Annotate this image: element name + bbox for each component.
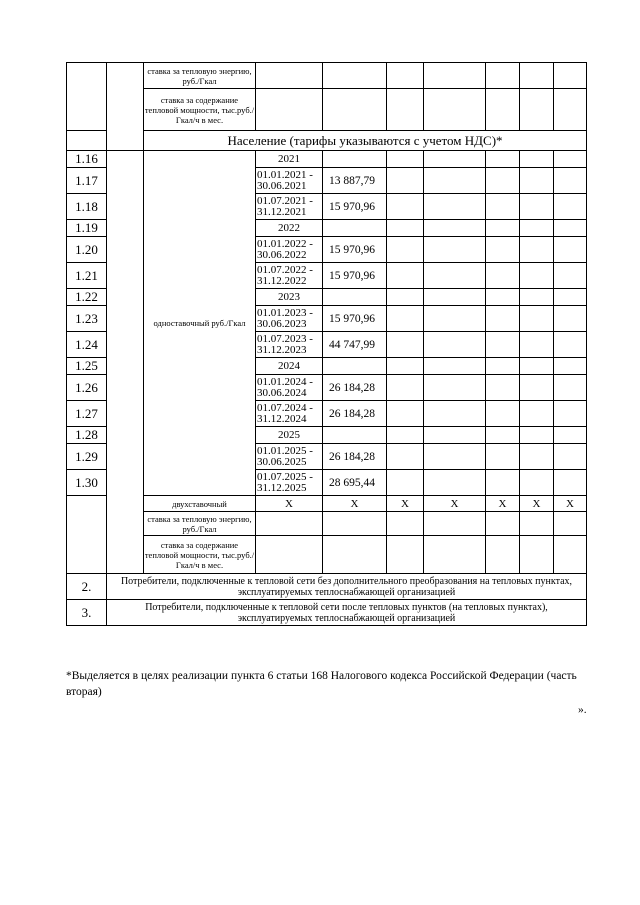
period-cell: 01.01.2025 - 30.06.2025 (256, 444, 323, 470)
empty-cell (486, 401, 520, 427)
row-number: 1.28 (67, 427, 107, 444)
group-label: одноставочный руб./Гкал (144, 151, 256, 496)
empty-cell (486, 237, 520, 263)
consumer-description: Потребители, подключенные к тепловой сети после тепловых пунктов (на тепловых пунктах), эксплуатируемых теплоснабжающей организацией (107, 600, 587, 626)
row-number: 2. (67, 574, 107, 600)
empty-cell (424, 444, 486, 470)
empty-cell (486, 306, 520, 332)
empty-cell (424, 536, 486, 574)
empty-cell (520, 358, 554, 375)
period-cell: 01.01.2022 - 30.06.2022 (256, 237, 323, 263)
empty-cell (554, 168, 587, 194)
empty-cell (520, 194, 554, 220)
empty-cell (486, 444, 520, 470)
period-cell: 01.01.2024 - 30.06.2024 (256, 375, 323, 401)
empty-cell (387, 306, 424, 332)
empty-cell (486, 427, 520, 444)
empty-cell (323, 512, 387, 536)
empty-cell (387, 536, 424, 574)
empty-cell (387, 444, 424, 470)
empty-cell (387, 63, 424, 89)
empty-cell (424, 306, 486, 332)
empty-cell (486, 332, 520, 358)
empty-cell (554, 263, 587, 289)
empty-cell (387, 220, 424, 237)
x-mark: Х (520, 496, 554, 512)
empty-cell (486, 512, 520, 536)
row-number: 1.25 (67, 358, 107, 375)
x-mark: Х (554, 496, 587, 512)
empty-cell (424, 63, 486, 89)
empty-cell (424, 470, 486, 496)
empty-cell (256, 536, 323, 574)
empty-cell (520, 375, 554, 401)
empty-cell (256, 512, 323, 536)
value-cell (323, 220, 387, 237)
period-cell: 01.07.2025 - 31.12.2025 (256, 470, 323, 496)
empty-cell (520, 444, 554, 470)
period-cell: 01.01.2021 - 30.06.2021 (256, 168, 323, 194)
number-cell (67, 131, 107, 151)
tariff-table (66, 62, 587, 626)
row-number: 1.24 (67, 332, 107, 358)
empty-cell (387, 427, 424, 444)
empty-cell (486, 151, 520, 168)
rate-label: ставка за тепловую энергию, руб./Гкал (144, 512, 256, 536)
footnote: *Выделяется в целях реализации пункта 6 статьи 168 Налогового кодекса Российской Федерации (часть вторая) (66, 670, 577, 698)
table-row (67, 512, 587, 536)
empty-cell (486, 470, 520, 496)
year-cell: 2023 (256, 289, 323, 306)
row-number: 1.18 (67, 194, 107, 220)
empty-cell (424, 427, 486, 444)
empty-cell (554, 89, 587, 131)
empty-cell (387, 332, 424, 358)
consumer-description: Потребители, подключенные к тепловой сети без дополнительного преобразования на тепловых пунктах, эксплуатируемых теплоснабжающей организацией (107, 574, 587, 600)
row-number: 1.27 (67, 401, 107, 427)
value-cell (323, 289, 387, 306)
empty-cell (554, 375, 587, 401)
empty-cell (554, 237, 587, 263)
table-row (67, 536, 587, 574)
table-row (67, 151, 587, 168)
empty-cell (323, 63, 387, 89)
empty-cell (554, 470, 587, 496)
row-number: 1.17 (67, 168, 107, 194)
empty-cell (424, 168, 486, 194)
section-header-row (67, 131, 587, 151)
value-cell: 28 695,44 (323, 470, 387, 496)
empty-cell (424, 401, 486, 427)
row-number: 1.30 (67, 470, 107, 496)
empty-cell (387, 263, 424, 289)
empty-cell (424, 375, 486, 401)
empty-cell (486, 536, 520, 574)
empty-cell (554, 512, 587, 536)
x-mark: Х (387, 496, 424, 512)
empty-cell (256, 63, 323, 89)
value-cell: 15 970,96 (323, 263, 387, 289)
empty-cell (554, 444, 587, 470)
empty-cell (486, 168, 520, 194)
empty-cell (486, 289, 520, 306)
empty-cell (520, 536, 554, 574)
row-number: 1.22 (67, 289, 107, 306)
x-mark: Х (323, 496, 387, 512)
table-row (67, 89, 587, 131)
empty-cell (554, 220, 587, 237)
rate-label: ставка за содержание тепловой мощности, тыс.руб./Гкал/ч в мес. (144, 89, 256, 131)
table-row (67, 63, 587, 89)
x-mark: Х (486, 496, 520, 512)
empty-cell (554, 358, 587, 375)
empty-cell (520, 263, 554, 289)
year-cell: 2022 (256, 220, 323, 237)
empty-cell (256, 89, 323, 131)
blank-cell (107, 151, 144, 574)
value-cell (323, 427, 387, 444)
empty-cell (554, 194, 587, 220)
consumer-row (67, 574, 587, 600)
empty-cell (554, 63, 587, 89)
empty-cell (486, 358, 520, 375)
empty-cell (387, 358, 424, 375)
row-number: 1.20 (67, 237, 107, 263)
empty-cell (387, 194, 424, 220)
row-number: 1.19 (67, 220, 107, 237)
empty-cell (554, 151, 587, 168)
row-number: 1.23 (67, 306, 107, 332)
period-cell: 01.01.2023 - 30.06.2023 (256, 306, 323, 332)
x-mark: Х (424, 496, 486, 512)
period-cell: 01.07.2023 - 31.12.2023 (256, 332, 323, 358)
value-cell: 15 970,96 (323, 194, 387, 220)
empty-cell (554, 306, 587, 332)
empty-cell (554, 332, 587, 358)
two-part-label: двухставочный (144, 496, 256, 512)
table-row (67, 496, 587, 512)
value-cell: 15 970,96 (323, 306, 387, 332)
empty-cell (424, 358, 486, 375)
row-number: 1.29 (67, 444, 107, 470)
empty-cell (486, 89, 520, 131)
empty-cell (520, 151, 554, 168)
empty-cell (424, 237, 486, 263)
empty-cell (387, 289, 424, 306)
value-cell (323, 151, 387, 168)
empty-cell (554, 427, 587, 444)
empty-cell (387, 168, 424, 194)
empty-cell (486, 263, 520, 289)
empty-cell (424, 194, 486, 220)
period-cell: 01.07.2021 - 31.12.2021 (256, 194, 323, 220)
empty-cell (424, 332, 486, 358)
empty-cell (520, 512, 554, 536)
period-cell: 01.07.2024 - 31.12.2024 (256, 401, 323, 427)
rate-label: ставка за содержание тепловой мощности, тыс.руб./Гкал/ч в мес. (144, 536, 256, 574)
empty-cell (387, 89, 424, 131)
empty-cell (486, 375, 520, 401)
period-cell: 01.07.2022 - 31.12.2022 (256, 263, 323, 289)
value-cell: 26 184,28 (323, 401, 387, 427)
empty-cell (424, 151, 486, 168)
empty-cell (486, 63, 520, 89)
row-number: 1.16 (67, 151, 107, 168)
value-cell (323, 358, 387, 375)
empty-cell (520, 289, 554, 306)
x-mark: Х (256, 496, 323, 512)
empty-cell (554, 401, 587, 427)
number-cell (67, 63, 107, 131)
row-number: 1.26 (67, 375, 107, 401)
empty-cell (520, 332, 554, 358)
empty-cell (520, 470, 554, 496)
empty-cell (520, 306, 554, 332)
empty-cell (520, 63, 554, 89)
value-cell: 13 887,79 (323, 168, 387, 194)
row-number: 1.21 (67, 263, 107, 289)
value-cell: 26 184,28 (323, 375, 387, 401)
empty-cell (323, 89, 387, 131)
section-header: Население (тарифы указываются с учетом НДС)* (144, 131, 587, 151)
consumer-row (67, 600, 587, 626)
value-cell: 15 970,96 (323, 237, 387, 263)
empty-cell (554, 536, 587, 574)
row-number: 3. (67, 600, 107, 626)
empty-cell (323, 536, 387, 574)
closing-mark: ». (578, 704, 587, 716)
empty-cell (387, 237, 424, 263)
empty-cell (520, 89, 554, 131)
empty-cell (486, 194, 520, 220)
empty-cell (486, 220, 520, 237)
year-cell: 2025 (256, 427, 323, 444)
empty-cell (387, 401, 424, 427)
number-cell (67, 496, 107, 574)
value-cell: 44 747,99 (323, 332, 387, 358)
empty-cell (387, 375, 424, 401)
year-cell: 2021 (256, 151, 323, 168)
empty-cell (424, 289, 486, 306)
empty-cell (554, 289, 587, 306)
empty-cell (520, 220, 554, 237)
empty-cell (520, 401, 554, 427)
empty-cell (520, 168, 554, 194)
rate-label: ставка за тепловую энергию, руб./Гкал (144, 63, 256, 89)
year-cell: 2024 (256, 358, 323, 375)
empty-cell (387, 470, 424, 496)
empty-cell (424, 263, 486, 289)
empty-cell (424, 512, 486, 536)
empty-cell (387, 512, 424, 536)
empty-cell (520, 427, 554, 444)
empty-cell (424, 89, 486, 131)
empty-cell (424, 220, 486, 237)
blank-cell (107, 63, 144, 151)
empty-cell (520, 237, 554, 263)
value-cell: 26 184,28 (323, 444, 387, 470)
empty-cell (387, 151, 424, 168)
